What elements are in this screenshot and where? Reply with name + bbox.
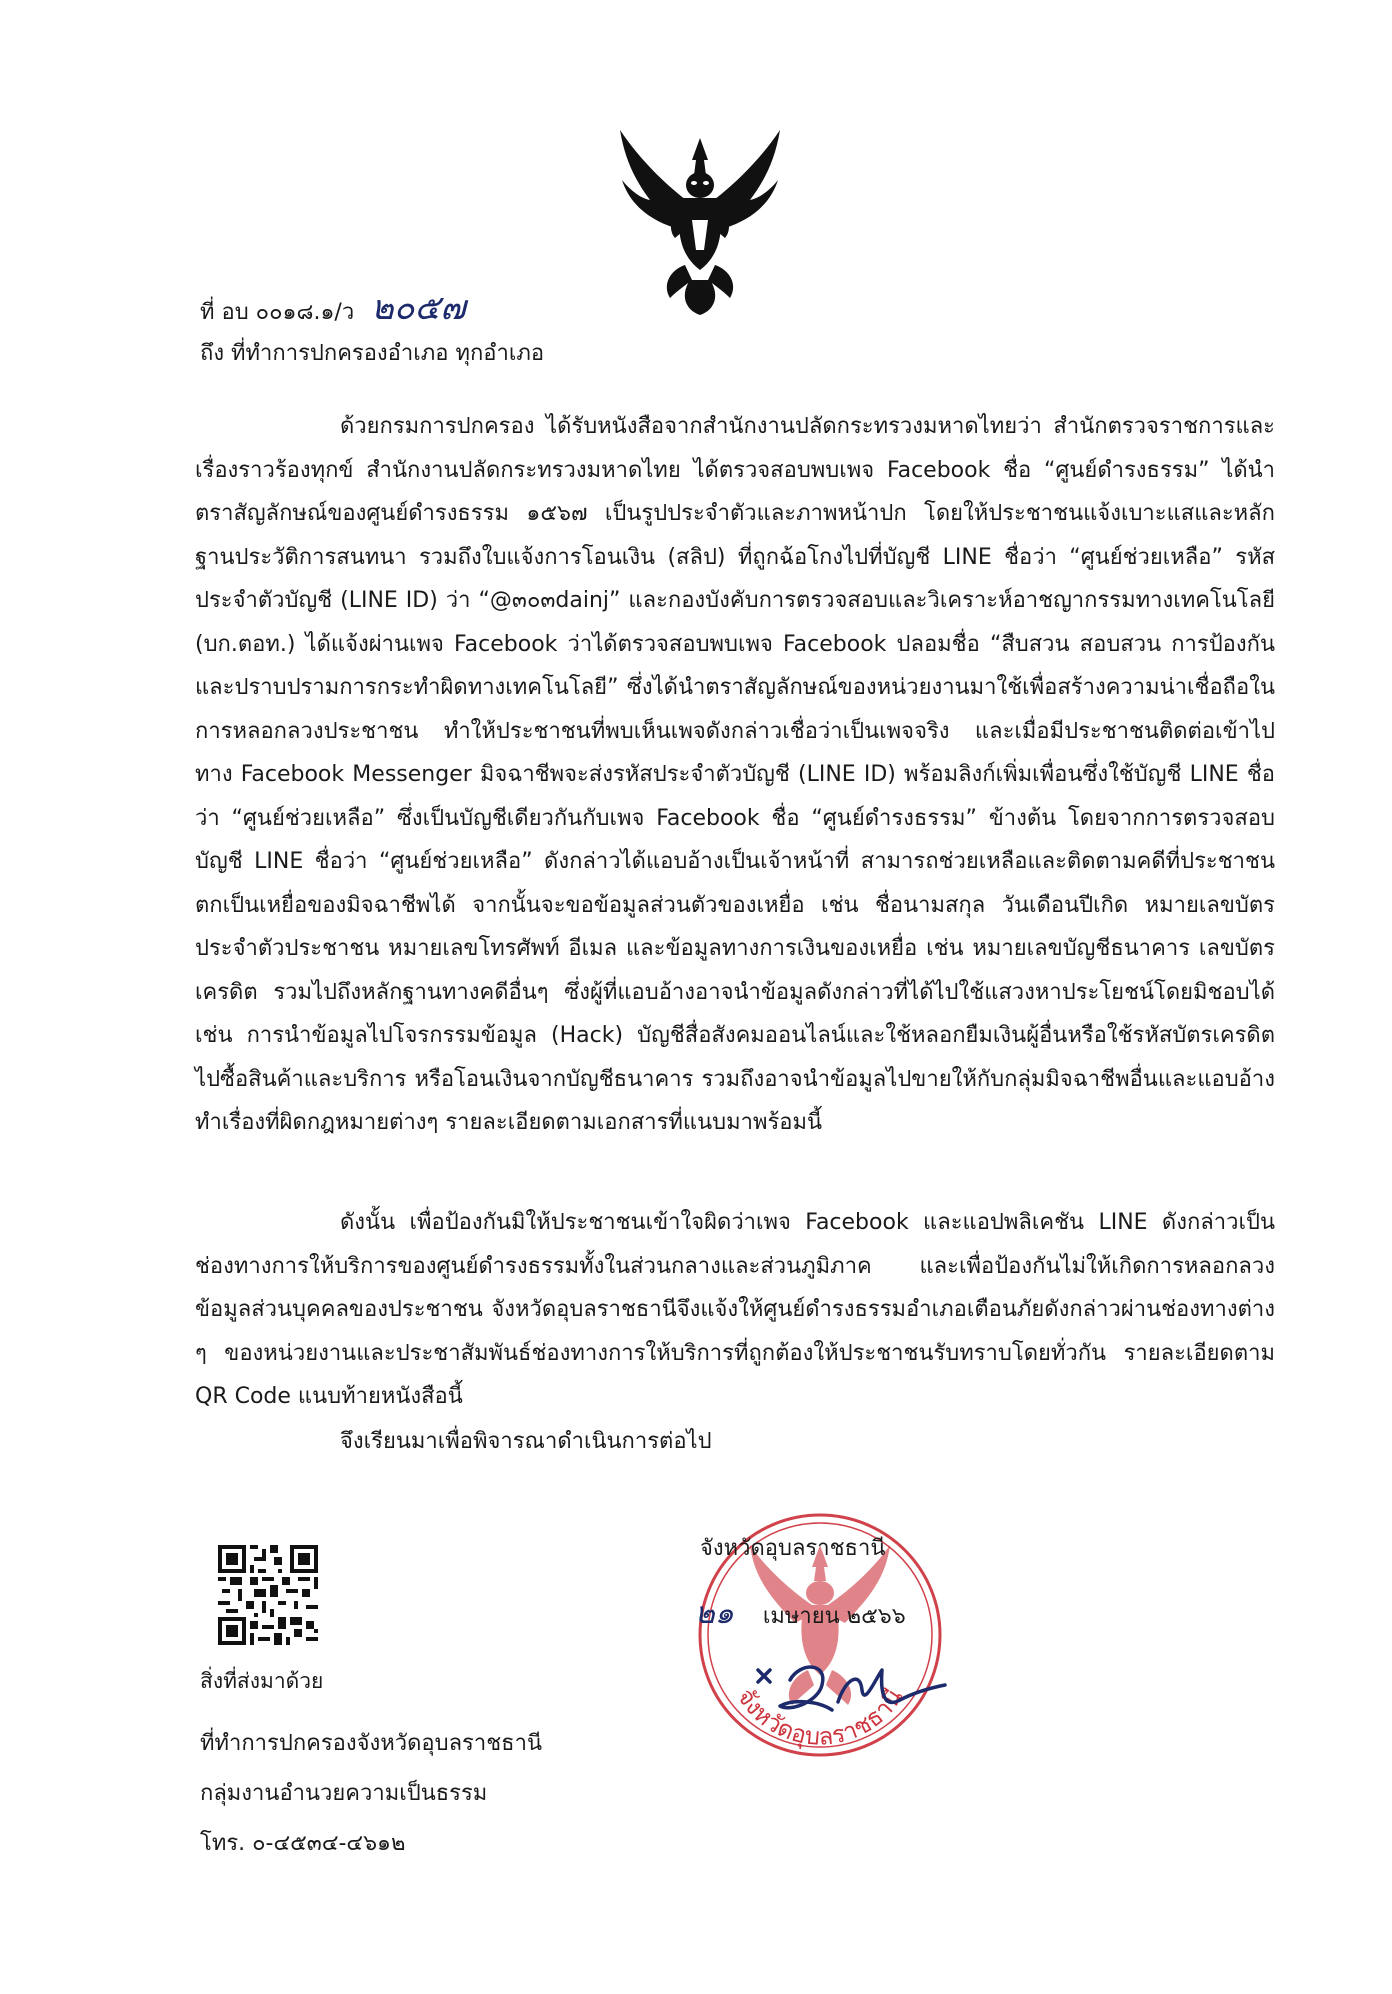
footer-phone: โทร. ๐-๔๕๓๔-๔๖๑๒ [200, 1831, 406, 1856]
reference-prefix: ที่ อบ ๐๐๑๘.๑/ว [200, 300, 355, 325]
enclosure-label: สิ่งที่ส่งมาด้วย [200, 1669, 324, 1693]
recipient-line: ถึง ที่ทำการปกครองอำเภอ ทุกอำเภอ [200, 341, 545, 366]
closing-paragraph: จึงเรียนมาเพื่อพิจารณาดำเนินการต่อไป [340, 1429, 712, 1454]
qr-code-icon [218, 1545, 318, 1645]
body-paragraph-2: ดังนั้น เพื่อป้องกันมิให้ประชาชนเข้าใจผิดว่าเพจ Facebook และแอปพลิเคชัน LINE ดังกล่าวเป็นช่องทางการให้บริการของศูนย์ดำรงธรรมทั้งในส่วนกลางและส่วนภูมิภาค และเพื่อป้องกันไม่ให้เกิดการหลอกลวงข้อมูลส่วนบุคคลของประชาชน จังหวัดอุบลราชธานีจึงแจ้งให้ศูนย์ดำรงธรรมอำเภอเตือนภัยดังกล่าวผ่านช่องทางต่าง ๆ ของหน่วยงานและประชาสัมพันธ์ช่องทางการให้บริการที่ถูกต้องให้ประชาชนรับทราบโดยทั่วกัน รายละเอียดตาม QR Code แนบท้ายหนังสือนี้ [195, 1210, 1275, 1409]
signing-date [695, 1590, 906, 1637]
reference-number [200, 280, 466, 334]
handwritten-signature [750, 1640, 950, 1730]
signing-date-day: ๒๑ [695, 1596, 734, 1631]
seal-text: จังหวัดอุบลราชธานี [731, 1683, 909, 1751]
signing-date-month-year: เมษายน ๒๕๖๖ [762, 1604, 906, 1629]
body-paragraph-1: ด้วยกรมการปกครอง ได้รับหนังสือจากสำนักงานปลัดกระทรวงมหาดไทยว่า สำนักตรวจราชการและเรื่องราวร้องทุกข์ สำนักงานปลัดกระทรวงมหาดไทย ได้ตรวจสอบพบเพจ Facebook ชื่อ “ศูนย์ดำรงธรรม” ได้นำตราสัญลักษณ์ของศูนย์ดำรงธรรม ๑๕๖๗ เป็นรูปประจำตัวและภาพหน้าปก โดยให้ประชาชนแจ้งเบาะแสและหลักฐานประวัติการสนทนา รวมถึงใบแจ้งการโอนเงิน (สลิป) ที่ถูกฉ้อโกงไปที่บัญชี LINE ชื่อว่า “ศูนย์ช่วยเหลือ” รหัสประจำตัวบัญชี (LINE ID) ว่า “@๓๐๓dainj” และกองบังคับการตรวจสอบและวิเคราะห์อาชญากรรมทางเทคโนโลยี (บก.ตอท.) ได้แจ้งผ่านเพจ Facebook ว่าได้ตรวจสอบพบเพจ Facebook ปลอมชื่อ “สืบสวน สอบสวน การป้องกัน และปราบปรามการกระทำผิดทางเทคโนโลยี” ซึ่งได้นำตราสัญลักษณ์ของหน่วยงานมาใช้เพื่อสร้างความน่าเชื่อถือในการหลอกลวงประชาชน ทำให้ประชาชนที่พบเห็นเพจดังกล่าวเชื่อว่าเป็นเพจจริง และเมื่อมีประชาชนติดต่อเข้าไปทาง Facebook Messenger มิจฉาชีพจะส่งรหัสประจำตัวบัญชี (LINE ID) พร้อมลิงก์เพิ่มเพื่อนซึ่งใช้บัญชี LINE ชื่อว่า “ศูนย์ช่วยเหลือ” ซึ่งเป็นบัญชีเดียวกันกับเพจ Facebook ชื่อ “ศูนย์ดำรงธรรม” ข้างต้น โดยจากการตรวจสอบบัญชี LINE ชื่อว่า “ศูนย์ช่วยเหลือ” ดังกล่าวได้แอบอ้างเป็นเจ้าหน้าที่ สามารถช่วยเหลือและติดตามคดีที่ประชาชนตกเป็นเหยื่อของมิจฉาชีพได้ จากนั้นจะขอข้อมูลส่วนตัวของเหยื่อ เช่น ชื่อนามสกุล วันเดือนปีเกิด หมายเลขบัตรประจำตัวประชาชน หมายเลขโทรศัพท์ อีเมล และข้อมูลทางการเงินของเหยื่อ เช่น หมายเลขบัญชีธนาคาร เลขบัตรเครดิต รวมไปถึงหลักฐานทางคดีอื่นๆ ซึ่งผู้ที่แอบอ้างอาจนำข้อมูลดังกล่าวที่ได้ไปใช้แสวงหาประโยชน์โดยมิชอบได้ เช่น การนำข้อมูลไปโจรกรรมข้อมูล (Hack) บัญชีสื่อสังคมออนไลน์และใช้หลอกยืมเงินผู้อื่นหรือใช้รหัสบัตรเครดิตไปซื้อสินค้าและบริการ หรือโอนเงินจากบัญชีธนาคาร รวมถึงอาจนำข้อมูลไปขายให้กับกลุ่มมิจฉาชีพอื่นและแอบอ้างทำเรื่องที่ผิดกฎหมายต่างๆ รายละเอียดตามเอกสารที่แนบมาพร้อมนี้ [195, 414, 1275, 1135]
garuda-emblem-icon [600, 120, 800, 320]
footer-office: ที่ทำการปกครองจังหวัดอุบลราชธานี [200, 1731, 542, 1756]
reference-handwritten-number: ๒๐๕๗ [371, 288, 466, 328]
signing-province: จังหวัดอุบลราชธานี [700, 1536, 886, 1561]
footer-division: กลุ่มงานอำนวยความเป็นธรรม [200, 1781, 488, 1806]
